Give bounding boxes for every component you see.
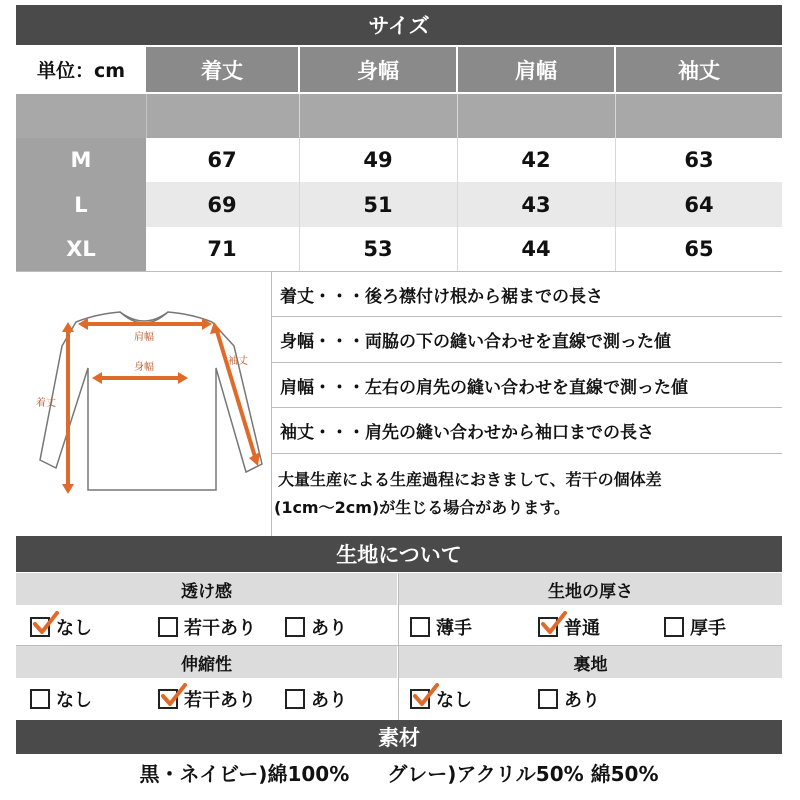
transparency-header (16, 573, 397, 605)
col-header-text: 身幅 (357, 58, 399, 83)
label-length: 着丈 (36, 398, 56, 409)
table-cell (300, 182, 456, 227)
option-label: 普通 (564, 618, 600, 639)
col-header-text: 着丈 (201, 58, 243, 83)
definition-text: 着丈・・・後ろ襟付け根から裾までの長さ (280, 286, 603, 307)
table-cell (616, 227, 782, 271)
cell-value: 64 (684, 192, 714, 217)
row-header-m (16, 138, 146, 182)
col-header-text: 肩幅 (515, 58, 557, 83)
definition-sleeve (272, 408, 782, 454)
material-black-navy: 黒・ネイビー)綿100% (139, 761, 350, 786)
sweater-illustration (16, 272, 272, 536)
cell-value: 43 (521, 192, 551, 217)
option-label: 若干あり (184, 690, 256, 711)
col-header-length (146, 47, 298, 92)
checkbox[interactable] (285, 689, 305, 709)
stretch-label: 伸縮性 (181, 654, 232, 675)
option-label: 若干あり (184, 618, 256, 639)
unit-label-text: 単位：cm (36, 60, 126, 82)
lining-label: 裏地 (573, 654, 608, 675)
fabric-section-title (16, 536, 782, 572)
lining-option-yes[interactable] (538, 684, 600, 714)
checkbox[interactable] (158, 617, 178, 637)
sleeve-arrow (216, 328, 256, 460)
transparency-option-yes[interactable] (285, 612, 347, 642)
table-cell (146, 138, 298, 182)
checkbox-checked[interactable] (30, 617, 50, 637)
option-label: 厚手 (690, 618, 726, 639)
cell-value: 65 (684, 237, 714, 261)
checkbox[interactable] (410, 617, 430, 637)
table-cell (458, 138, 614, 182)
label-shoulder: 肩幅 (134, 332, 154, 343)
size-section-title-text: サイズ (368, 14, 430, 38)
col-header-sleeve (616, 47, 782, 92)
table-cell (300, 227, 456, 271)
thickness-option-normal[interactable] (538, 612, 600, 642)
checkbox[interactable] (285, 617, 305, 637)
checkbox-checked[interactable] (158, 689, 178, 709)
cell-value: 69 (207, 192, 237, 217)
note-line-1: 大量生産による生産過程におきまして、若干の個体差 (278, 470, 662, 489)
check-icon (161, 683, 187, 707)
col-header-text: 袖丈 (678, 58, 720, 83)
stretch-option-slight[interactable] (158, 684, 256, 714)
checkbox[interactable] (538, 689, 558, 709)
cell-value: 51 (363, 192, 393, 217)
option-label: なし (56, 690, 92, 711)
check-icon (33, 611, 59, 635)
row-header-text: XL (66, 237, 96, 261)
row-header-text: L (74, 192, 88, 217)
row-header-xl (16, 227, 146, 271)
transparency-label: 透け感 (181, 581, 232, 602)
cell-value: 63 (684, 148, 714, 172)
checkbox[interactable] (30, 689, 50, 709)
material-section-title-text: 素材 (378, 726, 420, 750)
thickness-option-thick[interactable] (664, 612, 726, 642)
label-sleeve: 袖丈 (228, 356, 248, 367)
stretch-option-yes[interactable] (285, 684, 347, 714)
lining-header (399, 646, 782, 678)
table-cell (616, 182, 782, 227)
cell-value: 44 (521, 237, 551, 261)
material-gray: グレー)アクリル50% 綿50% (387, 761, 659, 786)
note-line-2: (1cm〜2cm)が生じる場合があります。 (274, 498, 570, 517)
stretch-option-none[interactable] (30, 684, 92, 714)
fabric-section-title-text: 生地について (336, 543, 462, 567)
checkbox[interactable] (664, 617, 684, 637)
definition-text: 肩幅・・・左右の肩先の縫い合わせを直線で測った値 (280, 377, 688, 398)
production-note (272, 458, 782, 536)
table-cell (146, 182, 298, 227)
cell-value: 53 (363, 237, 393, 261)
fabric-divider (398, 573, 399, 720)
size-section-title (16, 5, 782, 45)
definition-chest (272, 317, 782, 363)
fabric-divider (16, 645, 782, 646)
thickness-option-thin[interactable] (410, 612, 472, 642)
table-cell (458, 182, 614, 227)
option-label: なし (56, 618, 92, 639)
cell-value: 42 (521, 148, 551, 172)
option-label: あり (311, 690, 347, 711)
row-header-text: M (70, 148, 92, 172)
check-icon (541, 611, 567, 635)
transparency-option-none[interactable] (30, 612, 92, 642)
table-cell (300, 138, 456, 182)
col-header-shoulder (458, 47, 614, 92)
definition-shoulder (272, 363, 782, 408)
check-icon (413, 683, 439, 707)
cell-value: 71 (207, 237, 237, 261)
grid-divider (457, 94, 458, 271)
unit-label (16, 47, 146, 92)
checkbox-checked[interactable] (410, 689, 430, 709)
blank-band-row (16, 94, 782, 138)
material-info (16, 754, 782, 790)
garment-diagram (16, 272, 272, 536)
lining-option-none[interactable] (410, 684, 472, 714)
grid-divider (146, 94, 147, 138)
col-header-chest (300, 47, 456, 92)
option-label: 薄手 (436, 618, 472, 639)
option-label: あり (564, 690, 600, 711)
table-cell (616, 138, 782, 182)
material-section-title (16, 720, 782, 754)
thickness-label: 生地の厚さ (548, 581, 633, 602)
grid-divider (615, 94, 616, 271)
grid-divider (299, 94, 300, 271)
cell-value: 49 (363, 148, 393, 172)
definition-length (272, 272, 782, 317)
option-label: あり (311, 618, 347, 639)
definition-text: 身幅・・・両脇の下の縫い合わせを直線で測った値 (280, 332, 671, 352)
label-chest: 身幅 (134, 362, 154, 373)
table-cell (146, 227, 298, 271)
option-label: なし (436, 690, 472, 711)
table-cell (458, 227, 614, 271)
thickness-header (399, 573, 782, 605)
transparency-option-slight[interactable] (158, 612, 256, 642)
definition-text: 袖丈・・・肩先の縫い合わせから袖口までの長さ (280, 423, 654, 443)
checkbox-checked[interactable] (538, 617, 558, 637)
cell-value: 67 (207, 148, 237, 172)
stretch-header (16, 646, 397, 678)
row-header-l (16, 182, 146, 227)
